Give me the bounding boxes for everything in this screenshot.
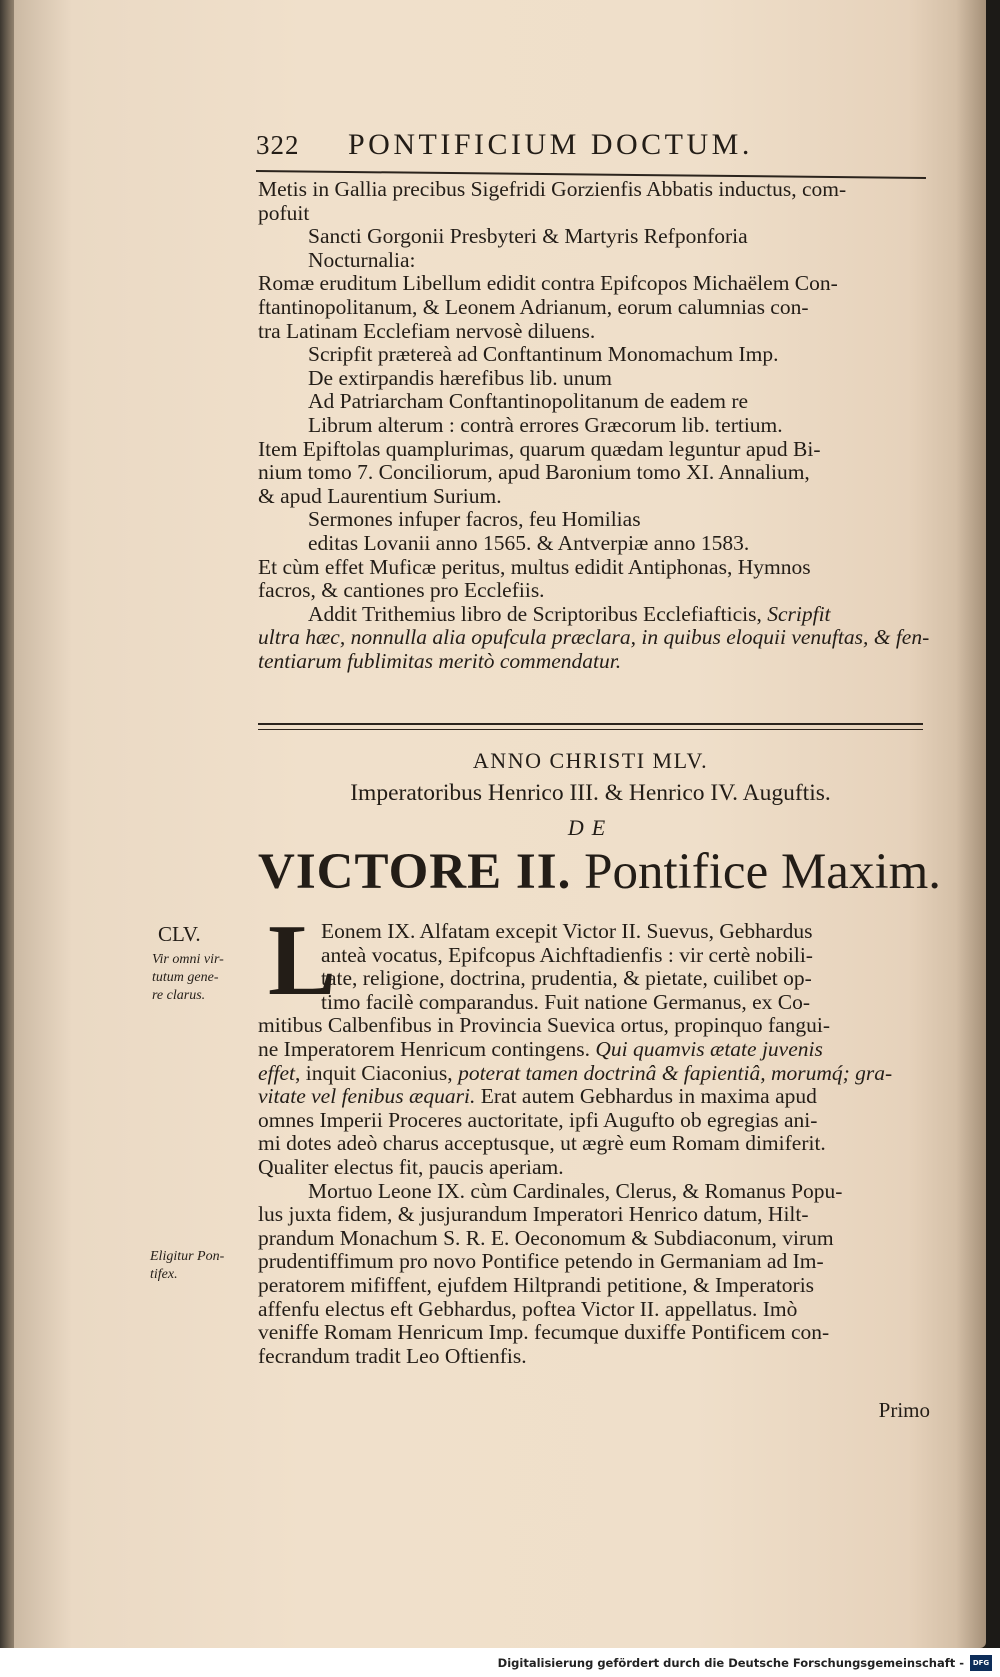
text-line: Et cùm effet Muficæ peritus, multus edidit Antiphonas, Hymnos [258,554,811,579]
text-line [258,1085,928,1109]
text-line: anteà vocatus, Epifcopus Aichftadienfis : vir certè nobili- [321,942,813,967]
chapter-title-main: VICTORE II. [258,844,572,900]
text-line: pofuit [258,200,310,225]
text-line: tate, religione, doctrina, prudentia, & pietate, cuilibet op- [321,966,812,991]
digitization-footer [0,1648,1000,1677]
text-line: Mortuo Leone IX. cùm Cardinales, Clerus, & Romanus Popu- [308,1178,843,1203]
text-line: tra Latinam Ecclefiam nervosè diluens. [258,318,596,343]
text-run-italic: poterat tamen doctrinâ & fapientiâ, morumq́; gra- [458,1060,893,1085]
text-line: tentiarum fublimitas meritò commendatur. [258,648,622,673]
text-line: nium tomo 7. Conciliorum, apud Baronium tomo XI. Annalium, [258,460,810,485]
text-line: Item Epiftolas quamplurimas, quarum quædam leguntur apud Bi- [258,436,821,461]
text-line: mitibus Calbenfibus in Provincia Suevica ortus, propinquo fangui- [258,1013,831,1038]
text-line: lus juxta fidem, & jusjurandum Imperatori Henrico datum, Hilt- [258,1202,809,1227]
text-run-italic: vitate vel fenibus æquari. [258,1084,476,1109]
dfg-logo: DFG [970,1655,992,1671]
text-line: De extirpandis hærefibus lib. unum [308,365,612,390]
text-line: ftantinopolitanum, & Leonem Adrianum, eorum calumnias con- [258,294,809,319]
text-line: Librum alterum : contrà errores Græcorum lib. tertium. [308,412,783,437]
anno-heading: ANNO CHRISTI MLV. [472,748,709,773]
text-run-italic: Scripfit [767,601,831,626]
text-line: Qualiter electus fit, paucis aperiam. [258,1154,564,1179]
margin-note-elected [150,1248,250,1284]
margin-note-line: tifex. [150,1267,178,1282]
text-line: mi dotes adeò charus acceptusque, ut ægrè eum Romam dimiferit. [258,1131,826,1156]
chapter-title-rest: Pontifice Maxim. [571,844,942,900]
text-line: Metis in Gallia precibus Sigefridi Gorzienfis Abbatis inductus, com- [258,177,847,201]
text-line [258,1038,928,1062]
text-line: & apud Laurentium Surium. [258,483,502,508]
page-header [256,128,914,162]
text-line: ultra hæc, nonnulla alia opufcula præclara, in quibus eloquii venuftas, & fen- [258,625,930,650]
margin-note-line: Eligitur Pon- [150,1249,225,1264]
margin-number: CLV. [158,922,201,946]
text-run: Erat autem Gebhardus in maxima apud [475,1084,817,1109]
margin-note-virtue [152,951,252,1005]
text-line: editas Lovanii anno 1565. & Antverpiæ anno 1583. [308,530,750,555]
text-line: Nocturnalia: [308,247,416,272]
text-line: Sancti Gorgonii Presbyteri & Martyris Refponforia [308,224,748,249]
text-run: ne Imperatorem Henricum contingens. [258,1036,596,1061]
text-run: , inquit Ciaconius, [295,1060,459,1085]
text-line [258,603,923,627]
section-divider [258,723,923,730]
emperors-subheading: Imperatoribus Henrico III. & Henrico IV. Auguftis. [350,780,831,806]
drop-cap: L [268,904,337,1017]
text-line: prandum Monachum S. R. E. Oeconomum & Subdiaconum, virum [258,1225,834,1250]
text-line: Eonem IX. Alfatam excepit Victor II. Suevus, Gebhardus [321,919,813,943]
margin-note-line: Vir omni vir- [152,952,224,967]
text-line [258,1062,928,1086]
footer-credit: Digitalisierung gefördert durch die Deutsche Forschungsgemeinschaft - [497,1655,964,1670]
catchword: Primo [878,1398,930,1422]
text-line: Sermones infuper facros, feu Homilias [308,507,641,532]
text-line: veniffe Romam Henricum Imp. fecumque duxiffe Pontificem con- [258,1320,830,1345]
top-text-block [258,177,930,673]
text-line: prudentiffimum pro novo Pontifice petendo in Germaniam ad Im- [258,1249,824,1274]
body-text-block [258,920,928,1368]
text-run: Addit Trithemius libro de Scriptoribus Ecclefiafticis, [308,601,768,626]
margin-note-line: tutum gene- [152,970,219,985]
page-edge-shadow [956,0,986,1648]
text-line: Scripfit prætereà ad Conftantinum Monomachum Imp. [308,342,779,367]
text-line: peratorem mififfent, ejufdem Hiltprandi petitione, & Imperatoris [258,1272,815,1297]
running-head: PONTIFICIUM DOCTUM. [348,128,753,161]
text-line: timo facilè comparandus. Fuit natione Germanus, ex Co- [321,989,810,1014]
text-run-italic: Qui quamvis ætate juvenis [595,1036,823,1061]
text-line: facros, & cantiones pro Ecclefiis. [258,578,545,603]
text-line: Ad Patriarcham Conftantinopolitanum de eadem re [308,389,749,414]
de-label: DE [567,815,614,840]
text-line: fecrandum tradit Leo Oftienfis. [258,1343,527,1368]
text-line: omnes Imperii Proceres auctoritate, ipfi Augufto ob egregias ani- [258,1107,818,1132]
text-line: Romæ eruditum Libellum edidit contra Epifcopos Michaëlem Con- [258,271,838,296]
text-run-italic: effet [258,1060,296,1085]
text-line: affenfu electus eft Gebhardus, poftea Victor II. appellatus. Imò [258,1296,798,1321]
margin-note-line: re clarus. [152,988,206,1003]
page-number: 322 [256,130,300,160]
chapter-title [258,843,942,901]
